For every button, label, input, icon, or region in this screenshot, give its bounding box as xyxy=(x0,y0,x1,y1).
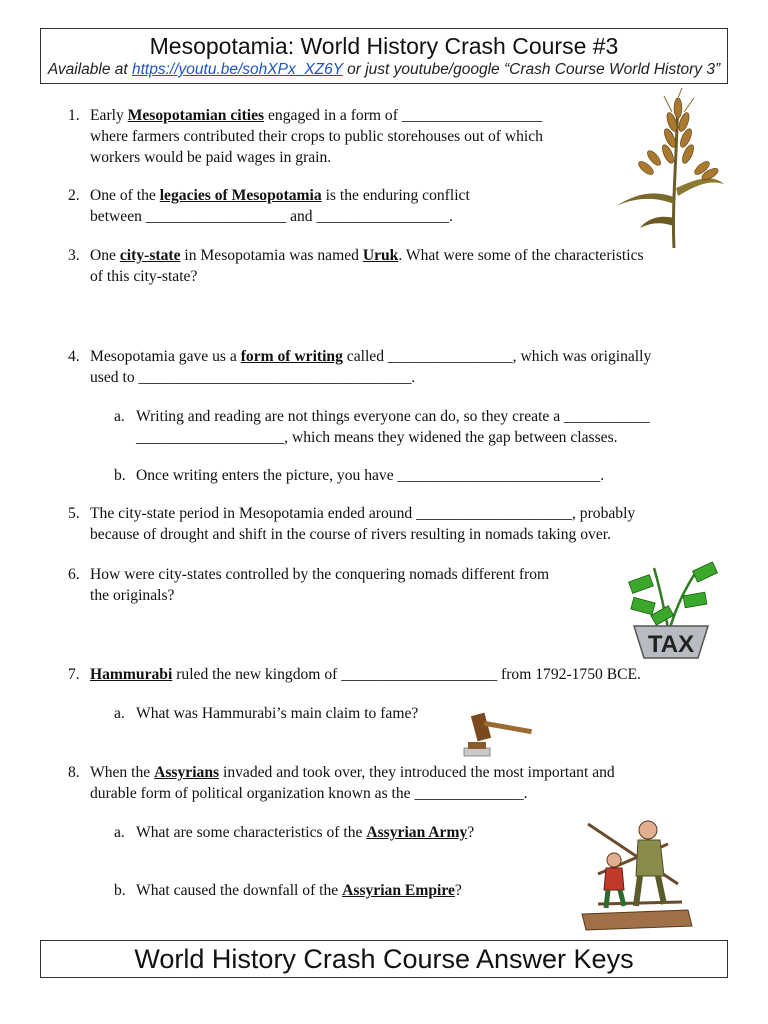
question-text: When the xyxy=(90,764,155,781)
question-number: 1. xyxy=(68,107,80,124)
question-text: workers would be paid wages in grain. xyxy=(90,149,332,166)
question-text: . What were some of the characteristics xyxy=(398,247,644,264)
keyword: Uruk xyxy=(362,247,399,264)
keyword: Hammurabi xyxy=(90,666,173,683)
question-3 xyxy=(68,245,644,287)
question-text: in Mesopotamia was named xyxy=(180,247,363,264)
question-text: of this city-state? xyxy=(90,268,198,285)
keyword: Assyrians xyxy=(154,764,220,781)
wheat-image xyxy=(612,88,728,250)
video-link[interactable]: https://youtu.be/sohXPx_XZ6Y xyxy=(132,61,343,78)
question-text: What caused the downfall of the xyxy=(136,882,343,899)
question-text: durable form of political organization known as the ______________. xyxy=(90,785,528,802)
keyword: legacies of Mesopotamia xyxy=(159,187,322,204)
question-text: One xyxy=(90,247,120,264)
question-text: where farmers contributed their crops to public storehouses out of which xyxy=(90,128,543,145)
question-text: What was Hammurabi’s main claim to fame? xyxy=(136,705,419,722)
tax-label: TAX xyxy=(647,631,695,658)
question-text: used to ___________________________________. xyxy=(90,369,416,386)
question-text: Writing and reading are not things everyone can do, so they create a ___________ xyxy=(136,408,650,425)
question-text: What are some characteristics of the xyxy=(136,824,367,841)
question-text: ruled the new kingdom of ____________________ from 1792-1750 BCE. xyxy=(172,666,641,683)
question-letter: a. xyxy=(114,705,125,722)
question-letter: b. xyxy=(114,882,126,899)
question-text: The city-state period in Mesopotamia ended around ____________________, probably xyxy=(90,505,636,522)
question-text: Once writing enters the picture, you have __________________________. xyxy=(136,467,605,484)
question-text: is the enduring conflict xyxy=(321,187,470,204)
worksheet-header xyxy=(40,28,728,84)
worksheet-subtitle xyxy=(41,60,727,80)
question-7 xyxy=(68,664,641,685)
question-text: called ________________, which was originally xyxy=(342,348,652,365)
question-text: ? xyxy=(467,824,475,841)
question-number: 2. xyxy=(68,187,80,204)
question-text: because of drought and shift in the course of rivers resulting in nomads taking over. xyxy=(90,526,611,543)
keyword: city-state xyxy=(119,247,181,264)
keyword: form of writing xyxy=(240,348,343,365)
question-number: 3. xyxy=(68,247,80,264)
question-number: 7. xyxy=(68,666,80,683)
question-text: between __________________ and _________________. xyxy=(90,208,453,225)
question-number: 6. xyxy=(68,566,80,583)
subtitle-suffix: or just youtube/google “Crash Course World History 3” xyxy=(342,61,721,78)
question-8 xyxy=(68,762,615,804)
question-letter: a. xyxy=(114,824,125,841)
question-7a xyxy=(114,703,419,724)
question-letter: a. xyxy=(114,408,125,425)
keyword: Mesopotamian cities xyxy=(127,107,265,124)
footer-text: World History Crash Course Answer Keys xyxy=(134,944,634,974)
question-letter: b. xyxy=(114,467,126,484)
tax-basket-image xyxy=(624,558,718,660)
question-8a xyxy=(114,822,475,843)
question-text: One of the xyxy=(90,187,160,204)
question-4b xyxy=(114,465,605,486)
question-text: ? xyxy=(454,882,462,899)
question-4a xyxy=(114,406,650,448)
question-1 xyxy=(68,105,543,168)
question-text: the originals? xyxy=(90,587,175,604)
question-text: How were city-states controlled by the conquering nomads different from xyxy=(90,566,550,583)
question-number: 8. xyxy=(68,764,80,781)
subtitle-prefix: Available at xyxy=(47,61,132,78)
question-text: ___________________, which means they widened the gap between classes. xyxy=(136,429,618,446)
worksheet-title: Mesopotamia: World History Crash Course #3 xyxy=(149,33,619,59)
keyword: Assyrian Empire xyxy=(342,882,455,899)
question-number: 4. xyxy=(68,348,80,365)
question-4 xyxy=(68,346,652,388)
question-text: engaged in a form of __________________ xyxy=(264,107,543,124)
question-6 xyxy=(68,564,550,606)
question-text: invaded and took over, they introduced the most important and xyxy=(219,764,615,781)
footer-banner xyxy=(40,940,728,978)
question-text: Mesopotamia gave us a xyxy=(90,348,241,365)
gavel-icon xyxy=(462,708,536,758)
assyrian-warriors-image xyxy=(578,814,696,932)
question-5 xyxy=(68,503,636,545)
question-2 xyxy=(68,185,470,227)
question-text: Early xyxy=(90,107,128,124)
keyword: Assyrian Army xyxy=(366,824,468,841)
question-8b xyxy=(114,880,462,901)
question-number: 5. xyxy=(68,505,80,522)
